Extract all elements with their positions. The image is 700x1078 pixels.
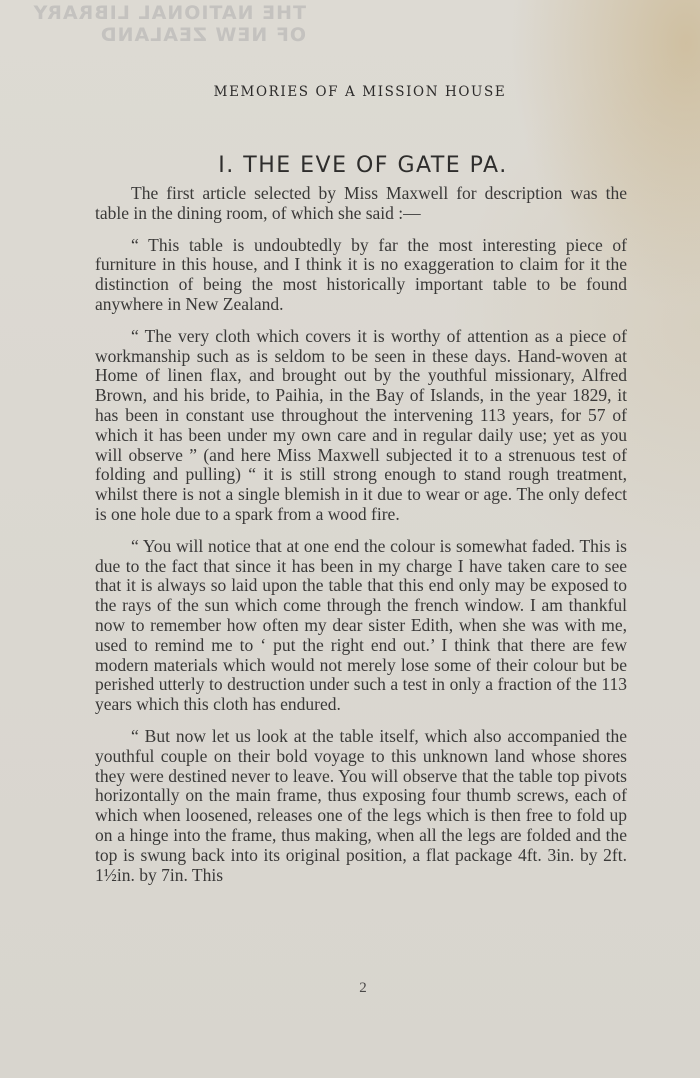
page-number: 2 xyxy=(359,980,367,996)
library-stamp xyxy=(32,2,306,46)
paragraph-4: “ You will notice that at one end the colour is somewhat faded. This is due to the fact that since it has been in my charge I have taken care to see that it is always so laid upon the table that this end only may be exposed to the rays of the sun which come through the french window. I am thankful now to remember how often my dear sister Edith, when she was with me, used to remind me to ‘ put the right end out.’ I think that there are few modern materials which would not merely lose some of their colour but be perished utterly to destruction under such a test in only a fraction of the 113 years which this cloth has endured. xyxy=(95,535,627,715)
body-text xyxy=(95,184,627,897)
library-stamp-line2: OF NEW ZEALAND xyxy=(99,24,306,46)
library-stamp-line1: THE NATIONAL LIBRARY xyxy=(32,2,306,24)
paragraph-1: The first article selected by Miss Maxwell for description was the table in the dining room, of which she said :— xyxy=(95,183,627,223)
paragraph-5: “ But now let us look at the table itself, which also accompanied the youthful couple on their bold voyage to this unknown land whose shores they were destined never to leave. You will observe that the table top pivots horizontally on the main frame, thus exposing four thumb screws, each of which when loosened, releases one of the legs which is then free to fold up on a hinge into the frame, thus making, when all the legs are folded and the top is swung back into its original position, a flat package 4ft. 3in. by 2ft. 1½in. by 7in. This xyxy=(95,725,627,885)
paragraph-2: “ This table is undoubtedly by far the most interesting piece of furniture in this house, and I think it is no exaggeration to claim for it the distinction of being the most historically important table to be found anywhere in New Zealand. xyxy=(95,234,627,314)
paragraph-3: “ The very cloth which covers it is worthy of attention as a piece of workmanship such as is seldom to be seen in these days. Hand-woven at Home of linen flax, and brought out by the youthful missionary, Alfred Brown, and his bride, to Paihia, in the Bay of Islands, in the year 1829, it has been in constant use throughout the intervening 113 years, for 57 of which it has been under my own care and in regular daily use; yet as you will observe ” (and here Miss Maxwell subjected it to a strenuous test of folding and pulling) “ it is still strong enough to stand rough treatment, whilst there is not a single blemish in it due to wear or age. The only defect is one hole due to a spark from a wood fire. xyxy=(95,325,627,524)
running-head: MEMORIES OF A MISSION HOUSE xyxy=(213,84,507,100)
chapter-title: I. THE EVE OF GATE PA. xyxy=(218,152,508,178)
